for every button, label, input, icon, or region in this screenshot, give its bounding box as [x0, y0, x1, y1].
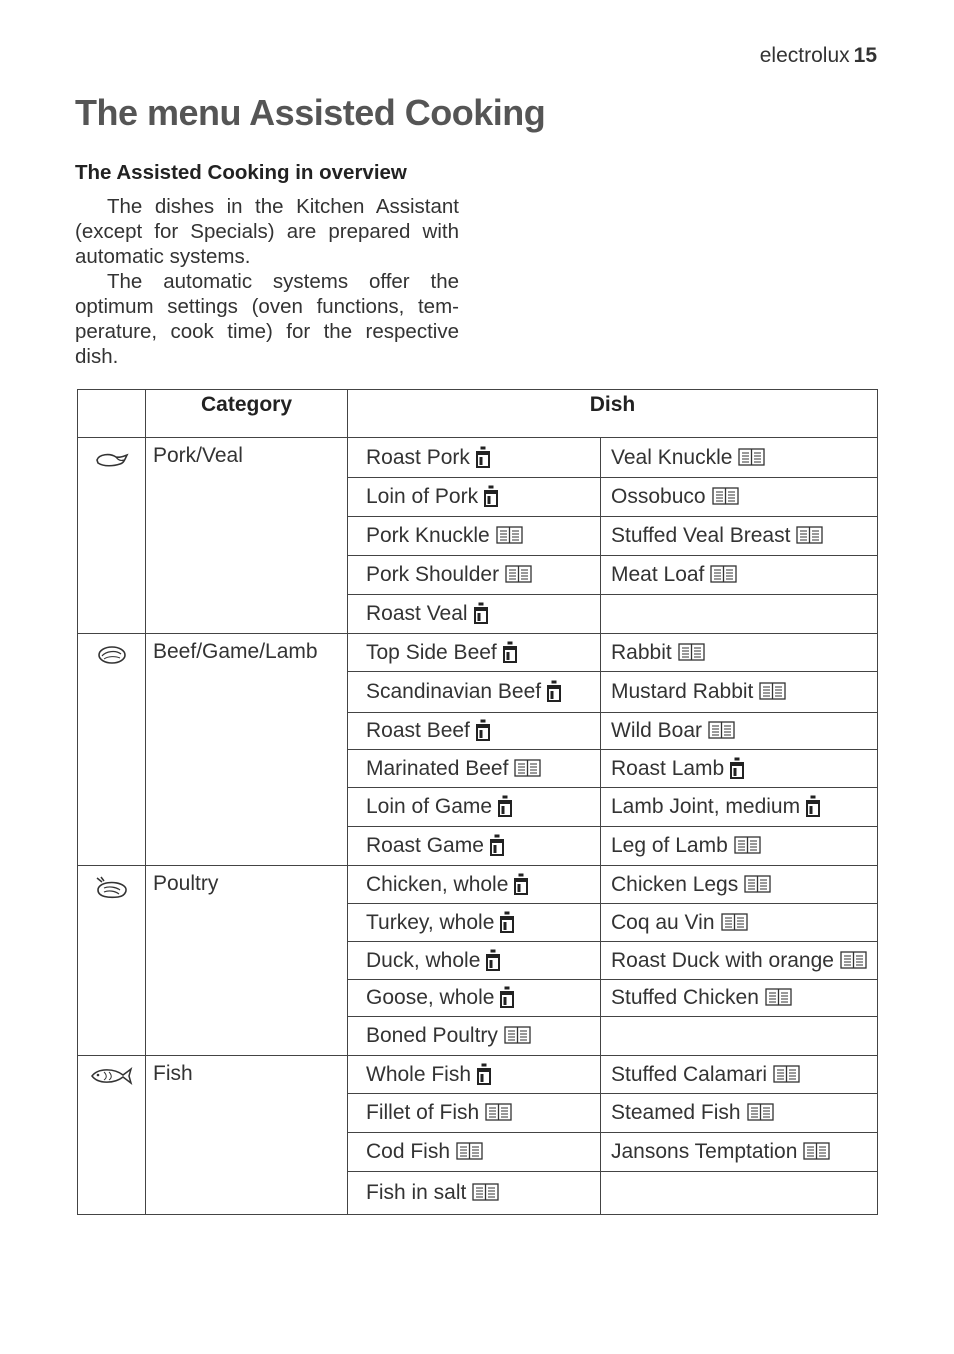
dish-name: Fillet of Fish [366, 1101, 480, 1124]
dish-name: Steamed Fish [611, 1101, 741, 1124]
dish-name: Scandinavian Beef [366, 680, 542, 703]
dish-cell [601, 980, 878, 1017]
intro-paragraph: The automatic systems offer the optimum settings (oven functions, tem-perature, cook time) for the respective dish. [75, 270, 459, 368]
sensor-icon [474, 602, 488, 624]
dish-name: Leg of Lamb [611, 834, 728, 857]
sensor-icon [477, 1063, 491, 1085]
dish-name: Mustard Rabbit [611, 680, 754, 703]
book-icon [738, 448, 765, 466]
dish-cell [601, 827, 878, 866]
sensor-icon [514, 873, 528, 895]
dish-cell [348, 595, 601, 634]
header-category: Category [146, 390, 348, 438]
book-icon [734, 836, 761, 854]
empty-cell [601, 595, 878, 634]
category-icon-cell [78, 634, 146, 866]
sensor-icon [547, 680, 561, 702]
header-dish: Dish [348, 390, 878, 438]
dish-cell [348, 1017, 601, 1056]
book-icon [456, 1142, 483, 1160]
dish-cell [348, 904, 601, 942]
table-row [78, 866, 878, 904]
dish-name: Stuffed Veal Breast [611, 524, 791, 547]
dish-cell [348, 1172, 601, 1215]
dish-cell [348, 750, 601, 788]
dish-name: Fish in salt [366, 1181, 467, 1204]
dish-cell [601, 942, 878, 980]
dish-cell [348, 672, 601, 713]
dish-cell [348, 866, 601, 904]
dish-name: Duck, whole [366, 948, 481, 972]
sensor-icon [476, 719, 490, 741]
dish-cell [601, 556, 878, 595]
dish-name: Chicken Legs [611, 872, 739, 896]
sensor-icon [503, 641, 517, 663]
dish-cell [348, 556, 601, 595]
dish-name: Boned Poultry [366, 1024, 498, 1047]
dish-cell [348, 788, 601, 827]
sensor-icon [490, 834, 504, 856]
dish-name: Jansons Temptation [611, 1140, 798, 1163]
book-icon [747, 1103, 774, 1121]
intro-paragraph: The dishes in the Kitchen Assistant (except for Specials) are prepared with automatic systems. [75, 195, 459, 268]
dish-name: Loin of Pork [366, 485, 479, 508]
dish-name: Stuffed Calamari [611, 1062, 768, 1086]
book-icon [721, 913, 748, 931]
dish-cell [348, 980, 601, 1017]
book-icon [712, 487, 739, 505]
dish-name: Pork Knuckle [366, 524, 490, 547]
dish-name: Roast Duck with orange [611, 948, 834, 972]
book-icon [744, 875, 771, 893]
dish-cell [601, 517, 878, 556]
dish-cell [348, 478, 601, 517]
page-header [760, 44, 877, 68]
dish-name: Veal Knuckle [611, 445, 733, 469]
header-icon-cell [78, 390, 146, 438]
dish-cell [348, 942, 601, 980]
dish-name: Loin of Game [366, 795, 493, 818]
dish-name: Stuffed Chicken [611, 986, 759, 1009]
category-icon-cell [78, 866, 146, 1056]
dish-cell [348, 634, 601, 672]
sensor-icon [484, 485, 498, 507]
dish-cell [601, 788, 878, 827]
table-row [78, 438, 878, 478]
category-name: Beef/Game/Lamb [146, 634, 348, 866]
book-icon [514, 759, 541, 777]
book-icon [678, 643, 705, 661]
table-row [78, 634, 878, 672]
intro-text [75, 194, 459, 369]
sensor-icon [476, 446, 490, 468]
book-icon [708, 721, 735, 739]
sensor-icon [500, 911, 514, 933]
dish-name: Top Side Beef [366, 640, 497, 664]
sensor-icon [806, 795, 820, 817]
sensor-icon [486, 949, 500, 971]
book-icon [710, 565, 737, 583]
dish-name: Roast Pork [366, 445, 470, 469]
dish-name: Cod Fish [366, 1140, 451, 1163]
book-icon [773, 1065, 800, 1083]
sensor-icon [498, 795, 512, 817]
dish-name: Ossobuco [611, 485, 706, 508]
dish-cell [601, 438, 878, 478]
dish-cell [348, 1056, 601, 1094]
dish-cell [601, 1094, 878, 1133]
dish-cell [601, 750, 878, 788]
sensor-icon [730, 757, 744, 779]
category-icon-cell [78, 1056, 146, 1215]
beef-icon [96, 644, 128, 672]
assisted-cooking-table [77, 389, 878, 1215]
book-icon [504, 1026, 531, 1044]
sensor-icon [500, 986, 514, 1008]
book-icon [759, 682, 786, 700]
dish-cell [348, 827, 601, 866]
book-icon [765, 988, 792, 1006]
pork-icon [94, 448, 130, 476]
dish-name: Pork Shoulder [366, 563, 500, 586]
empty-cell [601, 1172, 878, 1215]
category-icon-cell [78, 438, 146, 634]
dish-name: Coq au Vin [611, 910, 715, 934]
book-icon [485, 1103, 512, 1121]
table-header-row [78, 390, 878, 438]
dish-cell [601, 672, 878, 713]
dish-name: Whole Fish [366, 1062, 472, 1086]
dish-cell [601, 1133, 878, 1172]
book-icon [803, 1142, 830, 1160]
category-name: Poultry [146, 866, 348, 1056]
dish-cell [348, 713, 601, 750]
category-name: Fish [146, 1056, 348, 1215]
dish-cell [348, 517, 601, 556]
dish-name: Roast Lamb [611, 756, 725, 780]
dish-cell [601, 1056, 878, 1094]
book-icon [496, 526, 523, 544]
dish-name: Wild Boar [611, 719, 703, 742]
dish-cell [601, 713, 878, 750]
poultry-icon [94, 876, 130, 908]
book-icon [505, 565, 532, 583]
book-icon [472, 1183, 499, 1201]
page-title: The menu Assisted Cooking [75, 92, 546, 133]
book-icon [796, 526, 823, 544]
dish-cell [601, 478, 878, 517]
dish-name: Goose, whole [366, 986, 495, 1009]
dish-cell [348, 1094, 601, 1133]
book-icon [840, 951, 867, 969]
dish-name: Roast Veal [366, 602, 468, 625]
dish-name: Rabbit [611, 640, 672, 664]
table-row [78, 1056, 878, 1094]
dish-cell [601, 634, 878, 672]
dish-cell [348, 438, 601, 478]
dish-name: Chicken, whole [366, 872, 509, 896]
dish-name: Marinated Beef [366, 756, 509, 780]
section-heading: The Assisted Cooking in overview [75, 161, 407, 184]
category-name: Pork/Veal [146, 438, 348, 634]
empty-cell [601, 1017, 878, 1056]
dish-name: Meat Loaf [611, 563, 705, 586]
dish-name: Lamb Joint, medium [611, 795, 801, 818]
fish-icon [90, 1066, 134, 1092]
brand-name: electrolux [759, 44, 850, 67]
dish-name: Roast Game [366, 834, 484, 857]
dish-cell [601, 866, 878, 904]
dish-name: Roast Beef [366, 719, 470, 742]
dish-cell [348, 1133, 601, 1172]
dish-name: Turkey, whole [366, 910, 495, 934]
page-number: 15 [853, 44, 877, 67]
dish-cell [601, 904, 878, 942]
